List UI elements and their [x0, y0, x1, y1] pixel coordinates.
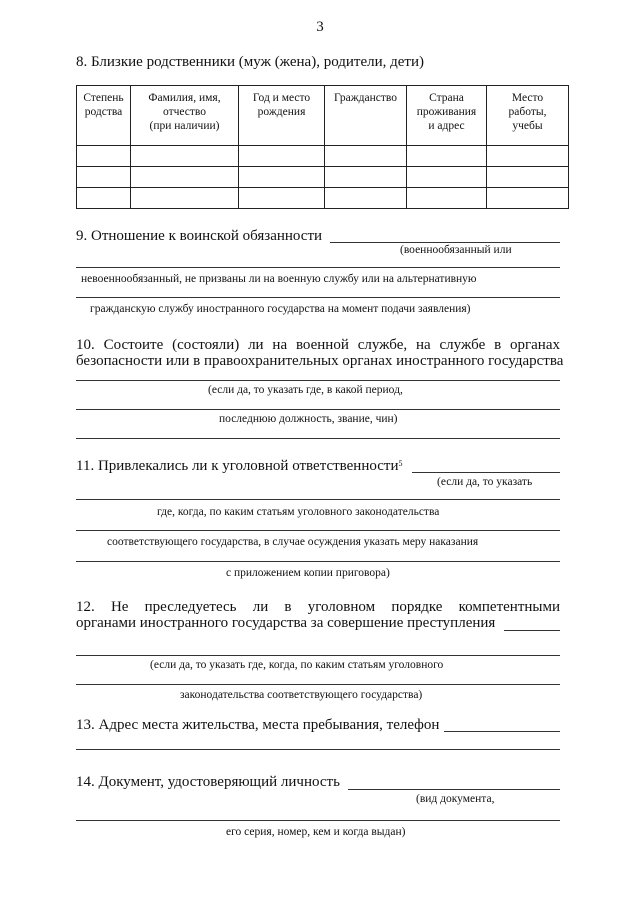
military-duty-input-line-3[interactable]: [76, 297, 560, 298]
section-11-hint: с приложением копии приговора): [226, 567, 390, 579]
foreign-service-input-line[interactable]: [76, 380, 560, 381]
table-cell[interactable]: [131, 167, 239, 188]
criminal-liability-input-line-2[interactable]: [76, 499, 560, 500]
table-cell[interactable]: [239, 167, 325, 188]
prosecution-input-line[interactable]: [504, 630, 560, 631]
column-header-line: Гражданство: [333, 92, 398, 104]
section-10-line-2: безопасности или в правоохранительных органах иностранного государства: [76, 353, 564, 369]
column-header: [407, 86, 487, 146]
column-header-line: и адрес: [428, 120, 465, 132]
table-cell[interactable]: [487, 167, 569, 188]
table-cell[interactable]: [239, 146, 325, 167]
table-cell[interactable]: [77, 188, 131, 209]
foreign-service-input-line-3[interactable]: [76, 438, 560, 439]
identity-document-input-line-2[interactable]: [76, 820, 560, 821]
table-cell[interactable]: [407, 146, 487, 167]
column-header-line: Год и место: [252, 92, 311, 104]
table-row: [77, 167, 569, 188]
section-10-line-1: 10. Состоите (состояли) ли на военной службе, на службе в органах: [76, 337, 560, 353]
section-12-line-1: 12. Не преследуетесь ли в уголовном порядке компетентными: [76, 599, 560, 615]
section-12-hint: законодательства соответствующего государства): [180, 689, 423, 701]
column-header-line: Место: [511, 92, 544, 104]
criminal-liability-input-line[interactable]: [412, 472, 560, 473]
military-duty-input-line-2[interactable]: [76, 267, 560, 268]
section-11-hint: где, когда, по каким статьям уголовного законодательства: [157, 506, 440, 518]
section-10-hint: последнюю должность, звание, чин): [219, 413, 398, 425]
footnote-marker: 5: [398, 459, 403, 468]
page-number: 3: [316, 19, 324, 35]
relatives-table-header: [77, 86, 569, 146]
criminal-liability-input-line-3[interactable]: [76, 530, 560, 531]
column-header-line: Страна: [429, 92, 464, 104]
section-11-title-text: 11. Привлекались ли к уголовной ответственности: [76, 458, 399, 474]
column-header-line: рождения: [257, 106, 306, 118]
section-14-hint: его серия, номер, кем и когда выдан): [226, 826, 406, 838]
column-header: [131, 86, 239, 146]
column-header-line: Степень: [83, 92, 124, 104]
column-header-line: Фамилия, имя,: [148, 92, 221, 104]
table-cell[interactable]: [325, 188, 407, 209]
column-header-line: отчество: [162, 106, 207, 118]
prosecution-input-line-3[interactable]: [76, 684, 560, 685]
section-12-line-2: органами иностранного государства за совершение преступления: [76, 615, 496, 631]
section-12-hint: (если да, то указать где, когда, по каким статьям уголовного: [150, 659, 444, 671]
table-cell[interactable]: [407, 167, 487, 188]
table-cell[interactable]: [487, 146, 569, 167]
foreign-service-input-line-2[interactable]: [76, 409, 560, 410]
column-header: [325, 86, 407, 146]
section-10-hint: (если да, то указать где, в какой период,: [208, 384, 403, 396]
section-9-hint: (военнообязанный или: [400, 244, 512, 256]
table-cell[interactable]: [407, 188, 487, 209]
table-row: [77, 146, 569, 167]
section-11-hint: (если да, то указать: [437, 476, 533, 488]
prosecution-input-line-2[interactable]: [76, 655, 560, 656]
table-row: [77, 188, 569, 209]
address-input-line[interactable]: [444, 731, 560, 732]
table-cell[interactable]: [77, 146, 131, 167]
section-13-title: 13. Адрес места жительства, места пребывания, телефон: [76, 717, 440, 733]
column-header-line: родства: [84, 106, 123, 118]
section-14-hint: (вид документа,: [416, 793, 495, 805]
column-header-line: (при наличии): [149, 120, 220, 132]
section-11-title: [76, 457, 402, 476]
section-11-hint: соответствующего государства, в случае осуждения указать меру наказания: [107, 536, 479, 548]
identity-document-input-line[interactable]: [348, 789, 560, 790]
column-header: [487, 86, 569, 146]
table-cell[interactable]: [325, 167, 407, 188]
criminal-liability-input-line-4[interactable]: [76, 561, 560, 562]
section-14-title: 14. Документ, удостоверяющий личность: [76, 774, 340, 790]
column-header: [77, 86, 131, 146]
address-input-line-2[interactable]: [76, 749, 560, 750]
relatives-table: [76, 85, 569, 209]
table-cell[interactable]: [131, 188, 239, 209]
column-header: [239, 86, 325, 146]
section-8-title: 8. Близкие родственники (муж (жена), родители, дети): [76, 54, 425, 70]
table-cell[interactable]: [325, 146, 407, 167]
table-cell[interactable]: [239, 188, 325, 209]
section-9-hint: невоеннообязанный, не призваны ли на военную службу или на альтернативную: [81, 273, 477, 285]
table-cell[interactable]: [77, 167, 131, 188]
column-header-line: учебы: [512, 120, 543, 132]
column-header-line: проживания: [416, 106, 477, 118]
table-cell[interactable]: [487, 188, 569, 209]
section-9-title: 9. Отношение к воинской обязанности: [76, 228, 323, 244]
section-9-hint: гражданскую службу иностранного государства на момент подачи заявления): [90, 303, 471, 315]
column-header-line: работы,: [508, 106, 547, 118]
table-cell[interactable]: [131, 146, 239, 167]
